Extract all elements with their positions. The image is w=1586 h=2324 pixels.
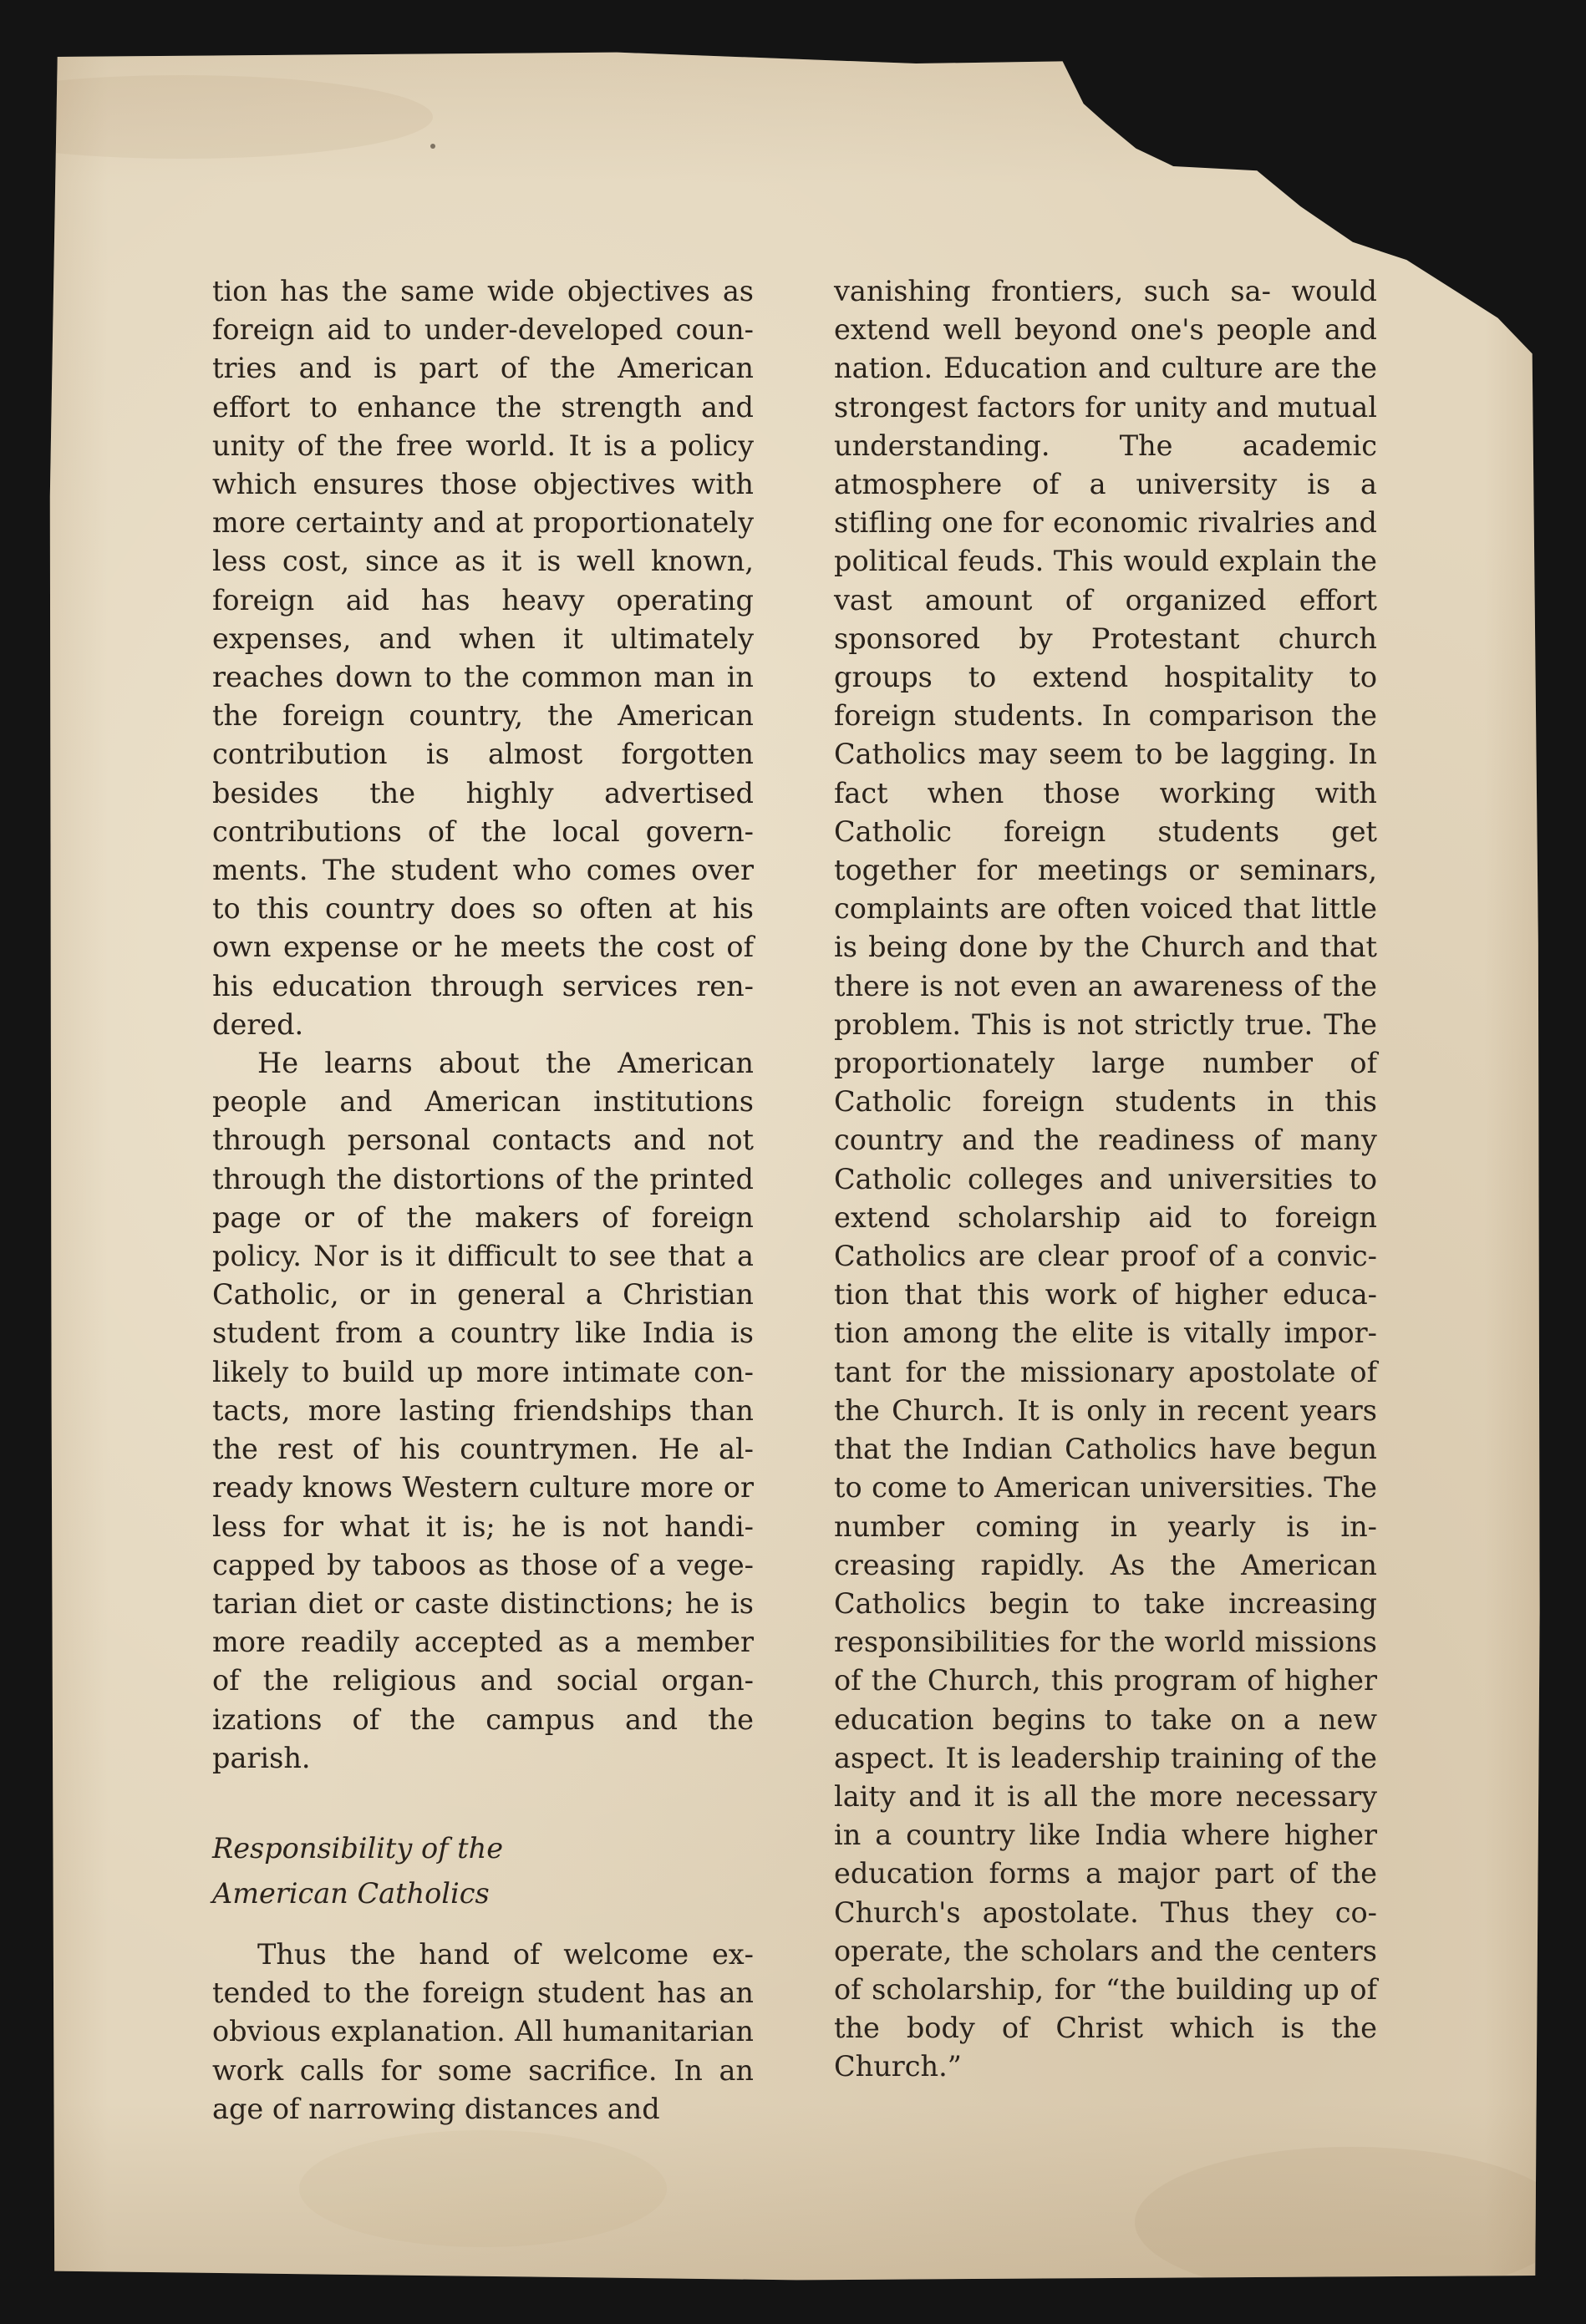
section-heading xyxy=(212,1826,754,1916)
left-column xyxy=(212,272,754,2129)
section-heading-line-1: Responsibility of the xyxy=(212,1831,504,1865)
left-paragraph-1: tion has the same wide objectives as foreign aid to under-developed countries and is part of the American effort to enhance the strength and unity of the free world. It is a policy which ensures those objectives with more certainty and at proportionately less cost, since as it is well known, foreign aid has heavy operating expenses, and when it ultimately reaches down to the common man in the foreign country, the American contribution is almost forgotten besides the highly advertised contributions of the local governments. The student who comes over to this country does so often at his own expense or he meets the cost of his education through services rendered. xyxy=(212,275,754,1041)
left-paragraph-2: He learns about the American people and American institutions through personal contacts and not through the distortions of the printed page or of the makers of foreign policy. Nor is it difficult to see that a Catholic, or in general a Christian student from a country like India is likely to build up more intimate contacts, more lasting friendships than the rest of his countrymen. He already knows Western culture more or less for what it is; he is not handicapped by taboos as those of a vegetarian diet or caste distinctions; he is more readily accepted as a member of the religious and social organizations of the campus and the parish. xyxy=(212,1047,754,1774)
right-paragraph-1: vanishing frontiers, such sa‑ would extend well beyond one's people and nation. Education and culture are the strongest factors for unity and mutual understanding. The academic atmosphere of a university is a stifling one for economic rivalries and political feuds. This would explain the vast amount of organized effort sponsored by Protestant church groups to extend hospitality to foreign students. In comparison the Catholics may seem to be lagging. In fact when those working with Catholic foreign students get together for meetings or seminars, complaints are often voiced that little is being done by the Church and that there is not even an awareness of the problem. This is not strictly true. The proportionately large number of Catholic foreign students in this country and the readiness of many Catholic colleges and universities to extend scholarship aid to foreign Catholics are clear proof of a conviction that this work of higher education among the elite is vitally important for the missionary apostolate of the Church. It is only in recent years that the Indian Catholics have begun to come to American universities. The number coming in yearly is increasing rapidly. As the American Catholics begin to take increasing responsibilities for the world missions of the Church, this program of higher education begins to take on a new aspect. It is leadership training of the laity and it is all the more necessary in a country like India where higher education forms a major part of the Church's apostolate. Thus they co-operate, the scholars and the centers of scholarship, for “the building up of the body of Christ which is the Church.” xyxy=(834,275,1377,2083)
left-paragraph-3: Thus the hand of welcome extended to the foreign student has an obvious explanation. All humanitarian work calls for some sacrifice. In an age of narrowing distances and xyxy=(212,1937,754,2125)
right-column xyxy=(834,272,1377,2087)
section-heading-line-2: American Catholics xyxy=(212,1876,490,1910)
